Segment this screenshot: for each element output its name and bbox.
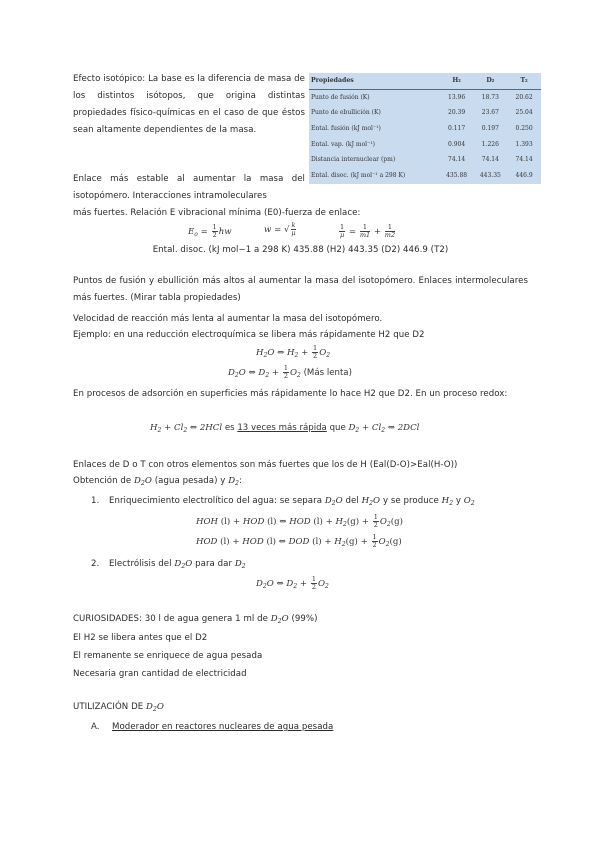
item-2-text-b: para dar [195,559,233,569]
intro-paragraph: Efecto isotópico: La base es la diferencia de masa de los distintos isótopos, que origina distintas propiedades físico-químicas en el caso de que éstos sean altamente dependientes de la masa. [73,74,305,135]
curiosidades-line: CURIOSIDADES: 30 l de agua genera 1 ml de $D_2O$ (99%) [73,614,318,625]
table-row [309,89,541,105]
list-letter-a: A. [91,722,100,732]
cell-h2: 0.117 [448,125,466,133]
entalpia-line: Ental. disoc. (kJ mol−1 a 298 K) 435.88 (H2) 443.35 (D2) 446.9 (T2) [152,245,449,255]
curiosidad-3: Necesaria gran cantidad de electricidad [73,669,247,679]
table-row [309,168,541,184]
hod-equation: HOD (l) + HOD (l) ⇔ DOD $(l) + H_2(g)$ + $\frac{1}{2}$ $O_2(g)$ [196,533,402,549]
obtencion-label: Obtención de [73,476,132,486]
ejemplo-line: Ejemplo: en una reducción electroquímica se libera más rápidamente H2 que D2 [73,330,425,340]
utilizacion-text: UTILIZACIÓN DE [73,702,144,712]
table-header-d2: D₂ [486,77,495,85]
cell-d2: 23.67 [481,109,499,117]
table-row [309,121,541,137]
cell-h2: 20.39 [448,109,466,117]
row-label: Ental. fusión (kJ mol⁻¹) [311,125,381,133]
mas-lenta-label: (Más lenta) [303,368,352,378]
table-row [309,136,541,152]
item-1-line: Enriquecimiento electrolítico del agua: se separa $D_2O$ del $H_2O$ y se produce $H_2$ y $O_2$ [109,496,475,507]
list-number-2: 2. [91,559,100,569]
curiosidades-pct: (99%) [291,614,318,624]
cell-d2: 443.35 [479,171,501,179]
angular-frequency-equation: w = √ $\frac{k}{\mu}$ [264,221,296,237]
properties-table [309,73,541,184]
item-1-text-a: Enriquecimiento electrolítico del agua: se separa [109,496,323,506]
utilizacion-heading: UTILIZACIÓN DE $D_2O$ [73,702,164,713]
row-label: Punto de fusión (K) [311,93,370,101]
puntos-fusion-paragraph: Puntos de fusión y ebullición más altos al aumentar la masa del isotopómero. Enlaces intermoleculares más fuertes. (Mirar tabla propiedades) [73,276,528,303]
enlace-paragraph: Enlace más estable al aumentar la masa del isotopómero. Interacciones intramoleculares [73,174,305,201]
adsorcion-paragraph: En procesos de adsorción en superficies más rápidamente lo hace H2 que D2. En un proceso redox: [73,389,508,399]
cell-t2: 446.9 [515,171,533,179]
item-2-text-a: Electrólisis del [109,559,172,569]
cell-t2: 20.62 [515,93,533,101]
cell-d2: 18.73 [481,93,499,101]
cell-d2: 74.14 [481,156,499,164]
item-a-text: Moderador en reactores nucleares de agua pesada [112,722,334,732]
veces-rapida: 13 veces más rápida [237,423,327,433]
row-label: Ental. disoc. (kJ mol⁻¹ a 298 K) [311,171,406,179]
table-row [309,152,541,168]
curiosidades-text: CURIOSIDADES: 30 l de agua genera 1 ml de [73,614,268,624]
es-word: es [224,423,235,433]
cell-d2: 0.197 [481,125,499,133]
h2o-equation: $H_2O$ ⇔ $H_2$ + $\frac{1}{2}$ $O_2$ [256,344,331,360]
row-label: Distancia internuclear (pm) [311,156,396,164]
relacion-line: más fuertes. Relación E vibracional mínima (E0)-fuerza de enlace: [73,208,361,218]
cell-t2: 1.393 [515,140,533,148]
cell-h2: 0.904 [448,140,466,148]
cell-t2: 0.250 [515,125,533,133]
table-header-t2: T₂ [520,77,528,85]
cell-h2: 435.88 [446,171,468,179]
table-row [309,105,541,121]
list-number-1: 1. [91,496,100,506]
table-header-propiedades: Propiedades [311,77,354,85]
enlaces-dt-line: Enlaces de D o T con otros elementos son más fuertes que los de H (Eal(D-O)>Eal(H-O)) [73,460,458,470]
item-1-text-b: del [345,496,359,506]
table-header-h2: H₂ [452,77,461,85]
item-a-line [112,719,532,736]
obtencion-line: Obtención de $D_2O$ (agua pesada) y $D_2$: [73,476,242,487]
cell-d2: 1.226 [481,140,499,148]
item-1-text-d: y [455,496,461,506]
row-label: Punto de ebullición (K) [311,109,381,117]
cell-h2: 74.14 [448,156,466,164]
cell-t2: 74.14 [515,156,533,164]
item-2-line: Electrólisis del $D_2O$ para dar $D_2$ [109,559,246,570]
cell-h2: 13.96 [448,93,466,101]
d2o-equation: $D_2O$ ⇔ $D_2$ + $\frac{1}{2}$ $O_2$ (Más lenta) [228,364,352,380]
que-word: que [329,423,346,433]
curiosidad-1: El H2 se libera antes que el D2 [73,633,208,643]
curiosidad-2: El remanente se enriquece de agua pesada [73,651,263,661]
velocidad-line: Velocidad de reacción más lenta al aumentar la masa del isotopómero. [73,314,383,324]
item-1-text-c: y se produce [382,496,439,506]
hoh-equation: HOH (l) + HOD (l) ⇔ HOD $(l) + H_2(g)$ + $\frac{1}{2}$ $O_2(g)$ [196,513,403,529]
row-label: Ental. vap. (kJ mol⁻¹) [311,140,376,148]
cell-t2: 25.04 [515,109,533,117]
reduced-mass-equation: $\frac{1}{\mu}$ = $\frac{1}{m1}$ + $\frac{1}{m2}$ [339,223,396,239]
redox-equation: $H_2 + Cl_2$ ⇔ 2HCl es 13 veces más rápida que $D_2 + Cl_2$ ⇔ 2DCl [150,423,420,434]
vibrational-energy-equation: $E_o$ = $\frac{1}{2}$ hw [188,223,232,239]
d2o-electrolysis-equation: $D_2O$ ⇔ $D_2$ + $\frac{1}{2}$ $O_2$ [256,575,329,591]
agua-pesada-label: (agua pesada) y [154,476,226,486]
